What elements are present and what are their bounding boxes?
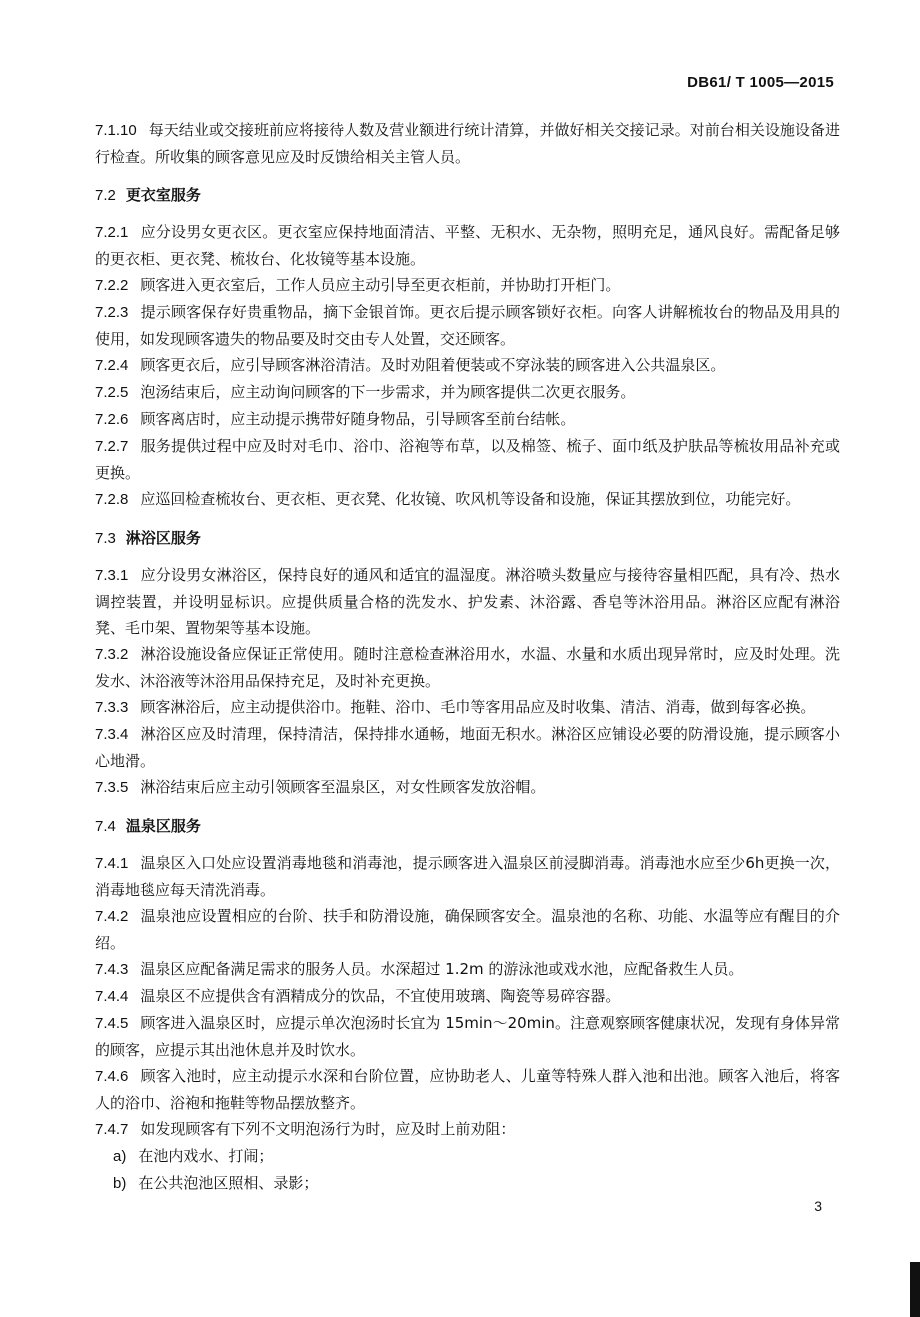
section-number: 7.4 <box>95 818 116 835</box>
clause-number: 7.4.7 <box>95 1121 129 1138</box>
list-item-text: 在公共泡池区照相、录影； <box>138 1174 319 1192</box>
clause-text: 顾客更衣后，应引导顾客淋浴清洁。及时劝阻着便装或不穿泳装的顾客进入公共温泉区。 <box>140 356 726 374</box>
clause-text: 如发现顾客有下列不文明泡汤行为时，应及时上前劝阻： <box>140 1120 516 1138</box>
clause-paragraph <box>95 903 840 956</box>
list-marker: b) <box>113 1175 127 1192</box>
clause-paragraph <box>95 641 840 694</box>
section-heading <box>95 813 840 840</box>
clause-paragraph <box>95 406 840 433</box>
clause-number: 7.3.3 <box>95 699 129 716</box>
scan-edge-mark <box>910 1262 920 1317</box>
clause-text: 淋浴设施设备应保证正常使用。随时注意检查淋浴用水，水温、水量和水质出现异常时，应及时处理。洗发水、沐浴液等沐浴用品保持充足，及时补充更换。 <box>95 645 840 690</box>
clause-paragraph <box>95 486 840 513</box>
clause-paragraph <box>95 433 840 486</box>
list-item-text: 在池内戏水、打闹； <box>138 1147 274 1165</box>
list-marker: a) <box>113 1148 127 1165</box>
clause-paragraph <box>95 850 840 903</box>
list-item <box>95 1143 840 1170</box>
clause-paragraph <box>95 983 840 1010</box>
clause-paragraph <box>95 219 840 272</box>
section-title: 淋浴区服务 <box>125 529 201 547</box>
clause-paragraph <box>95 1010 840 1063</box>
clause-number: 7.2.2 <box>95 277 129 294</box>
clause-number: 7.2.8 <box>95 491 129 508</box>
section-title: 更衣室服务 <box>125 186 201 204</box>
section-heading <box>95 182 840 209</box>
clause-text: 顾客进入温泉区时，应提示单次泡汤时长宜为 15min～20min。注意观察顾客健康状况，发现有身体异常的顾客，应提示其出池休息并及时饮水。 <box>95 1014 840 1059</box>
clause-text: 温泉池应设置相应的台阶、扶手和防滑设施，确保顾客安全。温泉池的名称、功能、水温等应有醒目的介绍。 <box>95 907 840 952</box>
clause-number: 7.2.6 <box>95 411 129 428</box>
section-number: 7.2 <box>95 187 116 204</box>
clause-paragraph <box>95 1063 840 1116</box>
clause-paragraph <box>95 562 840 641</box>
clause-text: 顾客离店时，应主动提示携带好随身物品，引导顾客至前台结帐。 <box>140 410 576 428</box>
clause-paragraph <box>95 352 840 379</box>
clause-paragraph <box>95 956 840 983</box>
document-code: DB61/ T 1005—2015 <box>687 74 834 91</box>
document-body <box>95 117 840 1197</box>
clause-text: 泡汤结束后，应主动询问顾客的下一步需求，并为顾客提供二次更衣服务。 <box>140 383 636 401</box>
clause-paragraph <box>95 272 840 299</box>
clause-text: 顾客进入更衣室后，工作人员应主动引导至更衣柜前，并协助打开柜门。 <box>140 276 621 294</box>
clause-paragraph <box>95 774 840 801</box>
list-item <box>95 1170 840 1197</box>
clause-text: 提示顾客保存好贵重物品，摘下金银首饰。更衣后提示顾客锁好衣柜。向客人讲解梳妆台的物品及用具的使用，如发现顾客遗失的物品要及时交由专人处置，交还顾客。 <box>95 303 840 348</box>
clause-number: 7.2.7 <box>95 438 129 455</box>
clause-number: 7.2.5 <box>95 384 129 401</box>
clause-number: 7.4.4 <box>95 988 129 1005</box>
clause-number: 7.3.5 <box>95 779 129 796</box>
clause-paragraph <box>95 721 840 774</box>
clause-number: 7.2.3 <box>95 304 129 321</box>
clause-number: 7.4.5 <box>95 1015 129 1032</box>
clause-paragraph <box>95 117 840 170</box>
clause-text: 顾客入池时，应主动提示水深和台阶位置，应协助老人、儿童等特殊人群入池和出池。顾客入池后，将客人的浴巾、浴袍和拖鞋等物品摆放整齐。 <box>95 1067 840 1112</box>
clause-paragraph <box>95 379 840 406</box>
clause-number: 7.4.3 <box>95 961 129 978</box>
clause-text: 每天结业或交接班前应将接待人数及营业额进行统计清算，并做好相关交接记录。对前台相关设施设备进行检查。所收集的顾客意见应及时反馈给相关主管人员。 <box>95 121 840 166</box>
clause-text: 顾客淋浴后，应主动提供浴巾。拖鞋、浴巾、毛巾等客用品应及时收集、清洁、消毒，做到每客必换。 <box>140 698 816 716</box>
page-number: 3 <box>814 1198 822 1214</box>
clause-text: 应巡回检查梳妆台、更衣柜、更衣凳、化妆镜、吹风机等设备和设施，保证其摆放到位，功能完好。 <box>140 490 801 508</box>
clause-number: 7.2.1 <box>95 224 129 241</box>
clause-paragraph <box>95 694 840 721</box>
clause-paragraph <box>95 299 840 352</box>
section-heading <box>95 525 840 552</box>
clause-text: 应分设男女更衣区。更衣室应保持地面清洁、平整、无积水、无杂物，照明充足，通风良好。需配备足够的更衣柜、更衣凳、梳妆台、化妆镜等基本设施。 <box>95 223 840 268</box>
clause-number: 7.4.2 <box>95 908 129 925</box>
clause-number: 7.4.6 <box>95 1068 129 1085</box>
clause-text: 淋浴结束后应主动引领顾客至温泉区，对女性顾客发放浴帽。 <box>140 778 546 796</box>
clause-text: 服务提供过程中应及时对毛巾、浴巾、浴袍等布草，以及棉签、梳子、面巾纸及护肤品等梳妆用品补充或更换。 <box>95 437 840 482</box>
clause-number: 7.1.10 <box>95 122 137 139</box>
clause-text: 淋浴区应及时清理，保持清洁，保持排水通畅，地面无积水。淋浴区应铺设必要的防滑设施，提示顾客小心地滑。 <box>95 725 840 770</box>
clause-text: 温泉区不应提供含有酒精成分的饮品，不宜使用玻璃、陶瓷等易碎容器。 <box>140 987 621 1005</box>
clause-number: 7.2.4 <box>95 357 129 374</box>
clause-paragraph <box>95 1116 840 1143</box>
clause-number: 7.3.1 <box>95 567 129 584</box>
clause-number: 7.3.4 <box>95 726 129 743</box>
clause-text: 应分设男女淋浴区，保持良好的通风和适宜的温湿度。淋浴喷头数量应与接待容量相匹配，具有冷、热水调控装置，并设明显标识。应提供质量合格的洗发水、护发素、沐浴露、香皂等沐浴用品。淋浴区应配有淋浴凳、毛巾架、置物架等基本设施。 <box>95 566 840 637</box>
clause-text: 温泉区入口处应设置消毒地毯和消毒池，提示顾客进入温泉区前浸脚消毒。消毒池水应至少6h更换一次，消毒地毯应每天清洗消毒。 <box>95 854 840 899</box>
clause-number: 7.4.1 <box>95 855 129 872</box>
clause-number: 7.3.2 <box>95 646 129 663</box>
section-title: 温泉区服务 <box>125 817 201 835</box>
section-number: 7.3 <box>95 530 116 547</box>
clause-text: 温泉区应配备满足需求的服务人员。水深超过 1.2m 的游泳池或戏水池，应配备救生人员。 <box>140 960 744 978</box>
